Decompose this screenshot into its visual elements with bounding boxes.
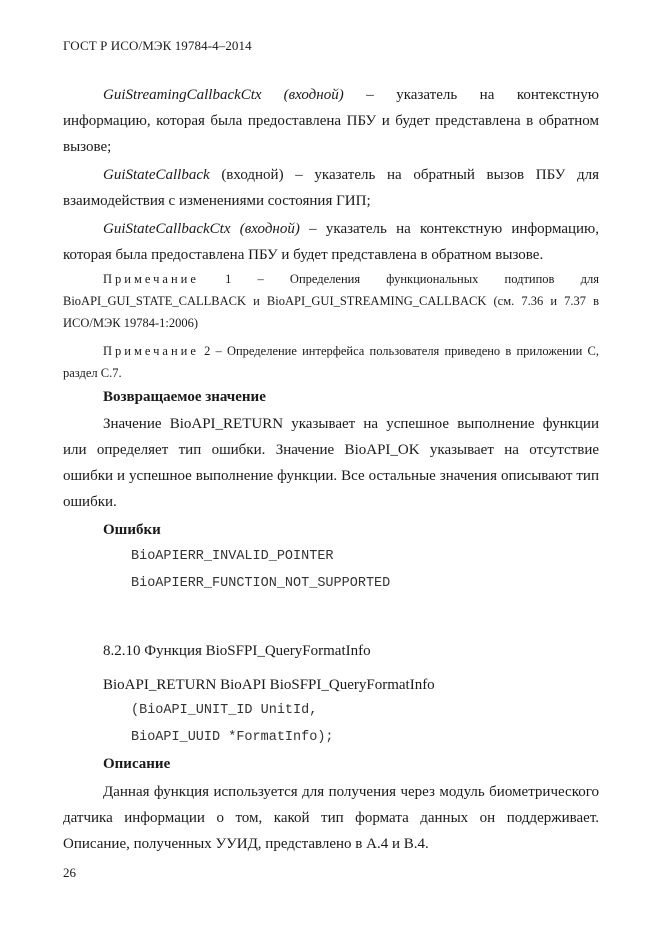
page-number: 26 — [63, 865, 76, 880]
function-arg: BioAPI_UUID *FormatInfo); — [131, 730, 334, 745]
param-qualifier: (входной) — [221, 167, 284, 183]
document-header: ГОСТ Р ИСО/МЭК 19784-4–2014 — [63, 38, 252, 53]
note-1 — [63, 268, 599, 334]
note-label: Примечание — [103, 272, 199, 286]
errors-heading: Ошибки — [103, 522, 161, 538]
description-text: Данная функция используется для получения через модуль биометрического датчика информации о том, какой тип формата данных он поддерживает. Описание, полученных УУИД, представлено в A.4 и B.4. — [63, 784, 599, 852]
error-code: BioAPIERR_FUNCTION_NOT_SUPPORTED — [131, 576, 391, 591]
param-text: – указатель на контекстную информацию, которая была предоставлена ПБУ и будет представлена в обратном вызове. — [63, 221, 600, 263]
function-arg: (BioAPI_UNIT_ID UnitId, — [131, 703, 318, 718]
param-qualifier: (входной) — [239, 221, 300, 237]
param-term: GuiStateCallbackCtx — [103, 221, 231, 237]
param-qualifier: (входной) — [283, 87, 344, 103]
function-signature: BioAPI_RETURN BioAPI BioSFPI_QueryFormatInfo — [103, 677, 435, 693]
description-heading: Описание — [103, 756, 171, 772]
return-value-text: Значение BioAPI_RETURN указывает на успешное выполнение функции или определяет тип ошибки. Значение BioAPI_OK указывает на отсутствие ошибки и успешное выполнение функции. Все остальные значения описывают тип ошибки. — [63, 416, 599, 510]
note-text: 1 – Определения функциональных подтипов для BioAPI_GUI_STATE_CALLBACK и BioAPI_GUI_STREAMING_CALLBACK (см. 7.36 и 7.37 в ИСО/МЭК 19784-1:2006) — [63, 272, 599, 330]
param-text: – указатель на контекстную информацию, которая была предоставлена ПБУ и будет представлена в обратном вызове; — [63, 87, 599, 155]
note-label: Примечание — [103, 344, 199, 358]
return-value-heading: Возвращаемое значение — [103, 389, 266, 405]
error-code: BioAPIERR_INVALID_POINTER — [131, 549, 334, 564]
param-gui-state-callback — [63, 162, 599, 214]
param-term: GuiStreamingCallbackCtx — [103, 87, 262, 103]
param-gui-streaming-callback-ctx — [63, 82, 599, 160]
param-term: GuiStateCallback — [103, 167, 210, 183]
param-gui-state-callback-ctx — [63, 216, 599, 268]
function-section-title: 8.2.10 Функция BioSFPI_QueryFormatInfo — [103, 643, 371, 659]
param-text: – указатель на обратный вызов ПБУ для взаимодействия с изменениями состояния ГИП; — [63, 167, 599, 209]
note-text: 2 – Определение интерфейса пользователя приведено в приложении C, раздел C.7. — [63, 344, 599, 380]
note-2 — [63, 340, 599, 384]
